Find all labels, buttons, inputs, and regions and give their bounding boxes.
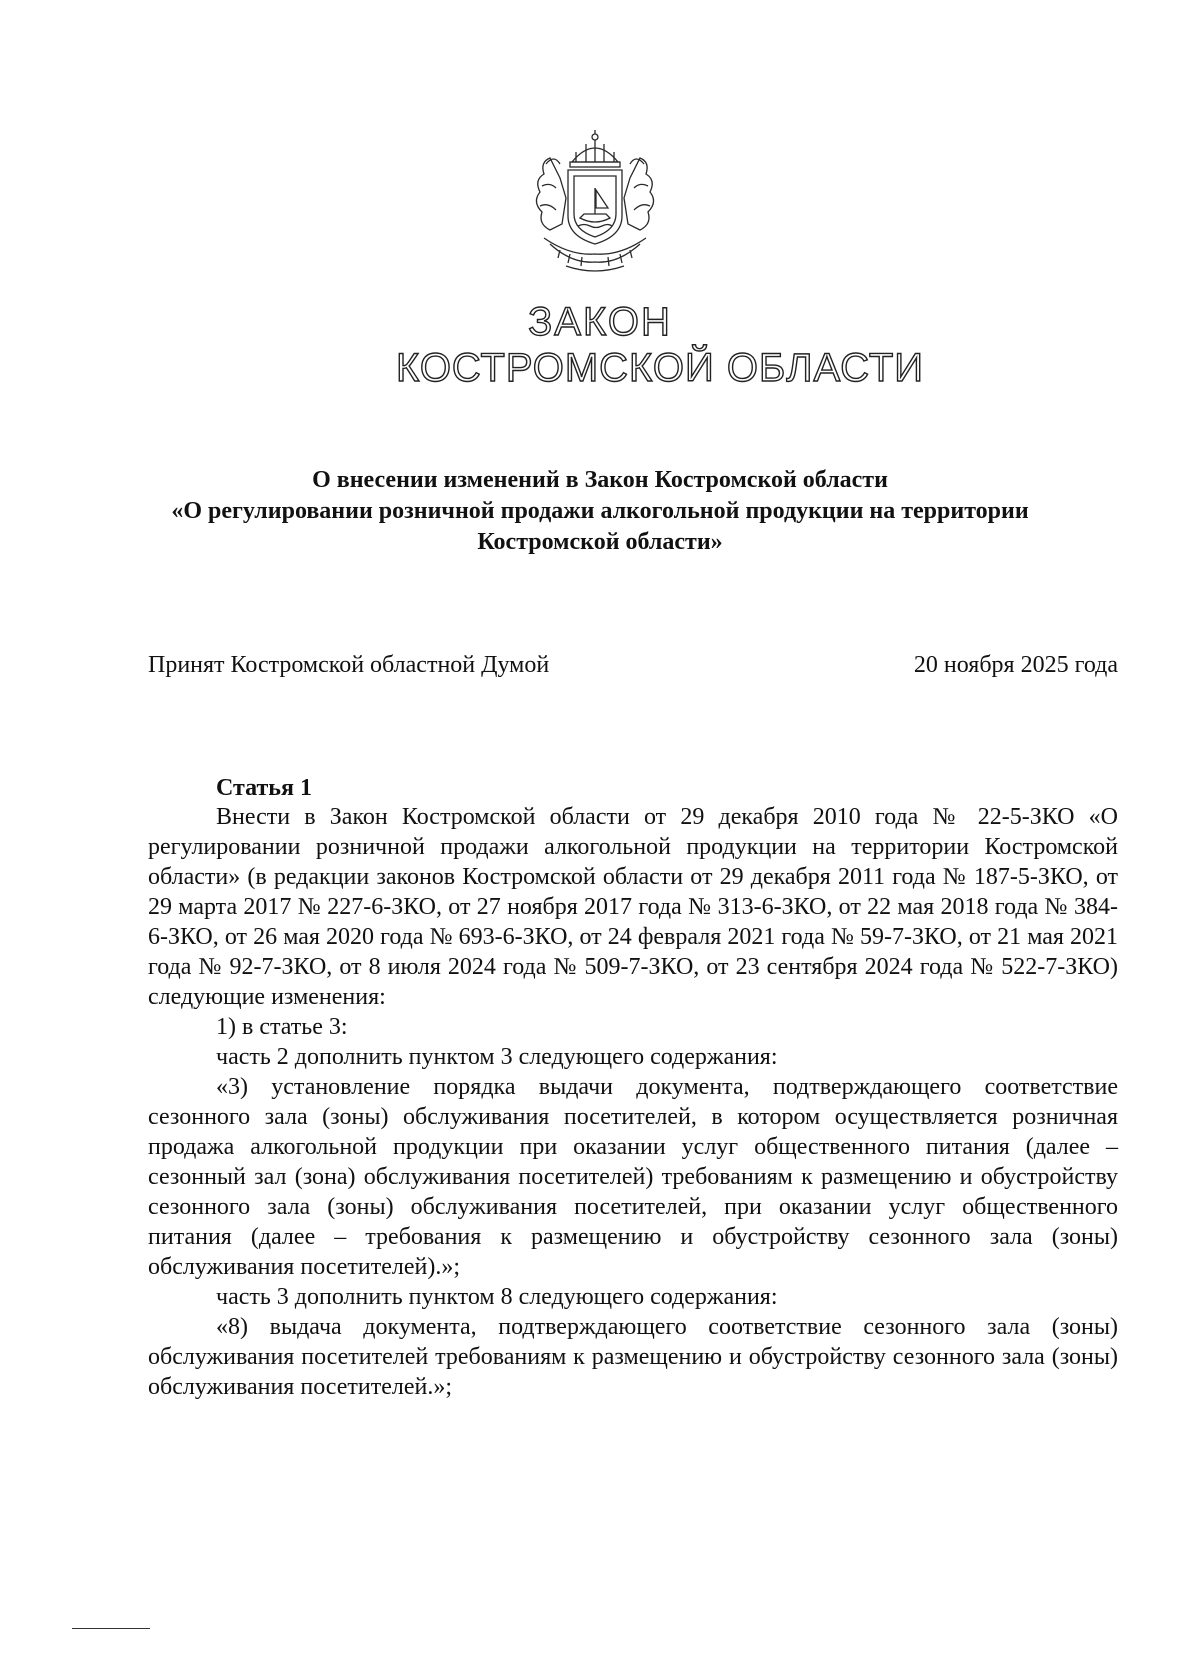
kostroma-coat-of-arms-icon — [510, 128, 680, 278]
document-title — [120, 465, 1080, 558]
footnote-divider — [72, 1628, 150, 1629]
article-heading: Статья 1 — [216, 775, 312, 801]
adoption-date: 20 ноября 2025 года — [913, 652, 1118, 678]
law-heading: ЗАКОН — [528, 300, 672, 344]
title-line: «О регулировании розничной продажи алкогольной продукции на территории — [171, 498, 1029, 524]
region-heading: КОСТРОМСКОЙ ОБЛАСТИ — [395, 346, 925, 390]
adopted-by: Принят Костромской областной Думой — [148, 652, 550, 678]
paragraph: «8) выдача документа, подтверждающего соответствие сезонного зала (зоны) обслуживания посетителей требованиям к размещению и обустройству сезонного зала (зоны) обслуживания посетителей.»; — [148, 1314, 1118, 1400]
paragraph: Внести в Закон Костромской области от 29 декабря 2010 года № 22-5-ЗКО «О регулировании розничной продажи алкогольной продукции на территории Костромской области» (в редакции законов Костромской области от 29 декабря 2011 года № 187-5-ЗКО, от 29 марта 2017 № 227-6-ЗКО, от 27 ноября 2017 года № 313-6-ЗКО, от 22 мая 2018 года № 384-6-ЗКО, от 26 мая 2020 года № 693-6-ЗКО, от 24 февраля 2021 года № 59-7-ЗКО, от 21 мая 2021 года № 92-7-ЗКО, от 8 июля 2024 года № 509-7-ЗКО, от 23 сентября 2024 года № 522-7-ЗКО) следующие изменения: — [148, 804, 1118, 1010]
paragraph: «3) установление порядка выдачи документа, подтверждающего соответствие сезонного зала (зоны) обслуживания посетителей, в котором осуществляется розничная продажа алкогольной продукции при оказании услуг общественного питания (далее – сезонный зал (зона) обслуживания посетителей) требованиям к размещению и обустройству сезонного зала (зоны) обслуживания посетителей, при оказании услуг общественного питания (далее – требования к размещению и обустройству сезонного зала (зоны) обслуживания посетителей).»; — [148, 1074, 1118, 1280]
paragraph: часть 3 дополнить пунктом 8 следующего содержания: — [216, 1284, 778, 1310]
title-line: Костромской области» — [477, 529, 723, 555]
paragraph: часть 2 дополнить пунктом 3 следующего содержания: — [216, 1044, 778, 1070]
title-line: О внесении изменений в Закон Костромской области — [312, 467, 888, 493]
paragraph: 1) в статье 3: — [216, 1014, 348, 1040]
adoption-line — [148, 652, 1118, 679]
article-body — [148, 802, 1118, 1402]
